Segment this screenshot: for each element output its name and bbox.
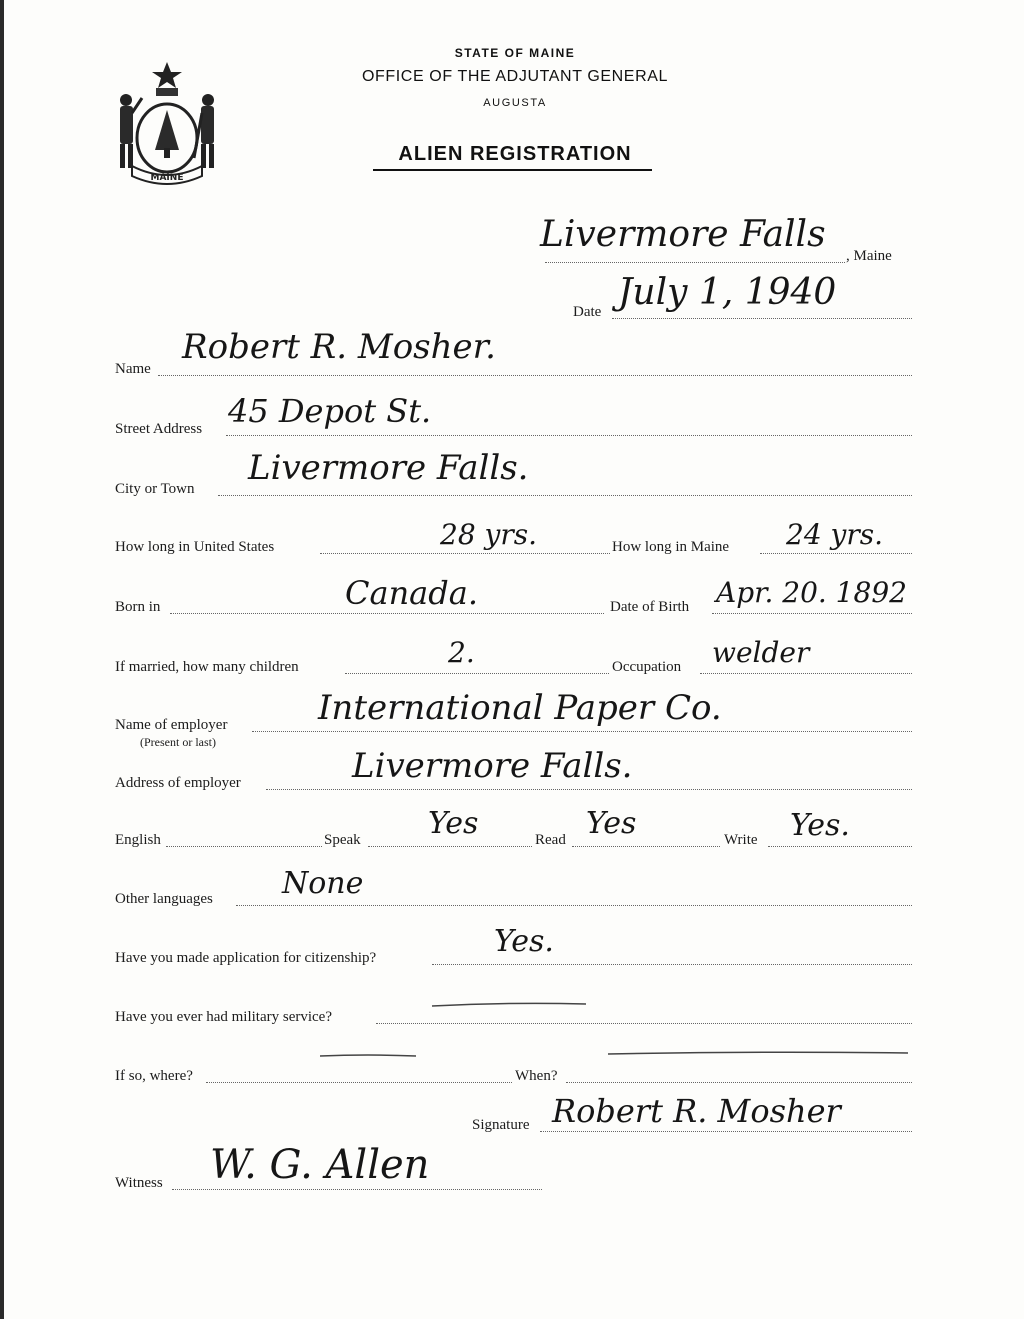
long-maine-value: 24 yrs. [786, 518, 884, 551]
maine-state-seal-icon [112, 58, 222, 188]
name-line [158, 375, 912, 376]
employer-label: Name of employer [115, 717, 228, 733]
children-value: 2. [448, 636, 475, 669]
where-line [206, 1082, 512, 1083]
other-lang-label: Other languages [115, 891, 213, 907]
speak-value: Yes [428, 806, 479, 841]
speak-line [368, 846, 532, 847]
write-line [768, 846, 912, 847]
long-maine-label: How long in Maine [612, 539, 730, 555]
occupation-line [700, 673, 912, 674]
where-when-dash-marks [318, 1048, 918, 1062]
children-line [345, 673, 609, 674]
long-us-label: How long in United States [115, 539, 275, 555]
write-label: Write [724, 832, 758, 848]
header-state: STATE OF MAINE [454, 46, 576, 60]
english-line [166, 846, 322, 847]
other-lang-value: None [282, 866, 364, 901]
born-value: Canada. [345, 574, 478, 612]
city-line [218, 495, 912, 496]
date-label: Date [573, 304, 602, 320]
signature-value: Robert R. Mosher [552, 1092, 841, 1130]
witness-line [172, 1189, 542, 1190]
emp-address-value: Livermore Falls. [352, 746, 633, 786]
long-us-line [320, 553, 610, 554]
citizenship-label: Have you made application for citizenship? [115, 950, 377, 966]
name-value: Robert R. Mosher. [182, 327, 496, 367]
employer-line [252, 731, 912, 732]
dob-label: Date of Birth [610, 599, 690, 615]
title-underline [373, 169, 652, 171]
read-value: Yes [586, 806, 637, 841]
street-label: Street Address [115, 421, 203, 437]
street-line [226, 435, 912, 436]
military-label: Have you ever had military service? [115, 1009, 332, 1025]
military-line [376, 1023, 912, 1024]
form-title: ALIEN REGISTRATION [398, 143, 632, 165]
place-value: Livermore Falls [540, 214, 826, 255]
occupation-value: welder [712, 636, 810, 669]
emp-address-label: Address of employer [115, 775, 241, 791]
born-label: Born in [115, 599, 161, 615]
scan-edge [0, 0, 4, 1319]
header-office: OFFICE OF THE ADJUTANT GENERAL [361, 68, 669, 85]
read-label: Read [535, 832, 566, 848]
children-label: If married, how many children [115, 659, 299, 675]
when-label: When? [515, 1068, 558, 1084]
where-label: If so, where? [115, 1068, 193, 1084]
speak-label: Speak [324, 832, 361, 848]
citizenship-value: Yes. [494, 924, 554, 959]
witness-value: W. G. Allen [210, 1142, 430, 1188]
header-city: AUGUSTA [483, 97, 547, 109]
name-label: Name [115, 361, 151, 377]
place-line [545, 262, 845, 263]
witness-label: Witness [115, 1175, 163, 1191]
place-suffix: , Maine [846, 248, 892, 264]
signature-label: Signature [472, 1117, 530, 1133]
read-line [572, 846, 720, 847]
date-value: July 1, 1940 [618, 272, 837, 313]
city-label: City or Town [115, 481, 195, 497]
emp-address-line [266, 789, 912, 790]
long-maine-line [760, 553, 912, 554]
write-value: Yes. [790, 808, 850, 843]
signature-line [540, 1131, 912, 1132]
dob-line [712, 613, 912, 614]
when-line [566, 1082, 912, 1083]
seal-banner-text: MAINE [150, 173, 184, 183]
born-line [170, 613, 604, 614]
occupation-label: Occupation [612, 659, 682, 675]
dob-value: Apr. 20. 1892 [716, 576, 907, 609]
date-line [612, 318, 912, 319]
city-value: Livermore Falls. [248, 448, 529, 488]
long-us-value: 28 yrs. [440, 518, 538, 551]
employer-value: International Paper Co. [318, 688, 722, 728]
citizenship-line [432, 964, 912, 965]
employer-sublabel: (Present or last) [140, 735, 216, 749]
other-lang-line [236, 905, 912, 906]
street-value: 45 Depot St. [228, 392, 432, 430]
military-dash-mark [430, 998, 590, 1010]
english-label: English [115, 832, 161, 848]
